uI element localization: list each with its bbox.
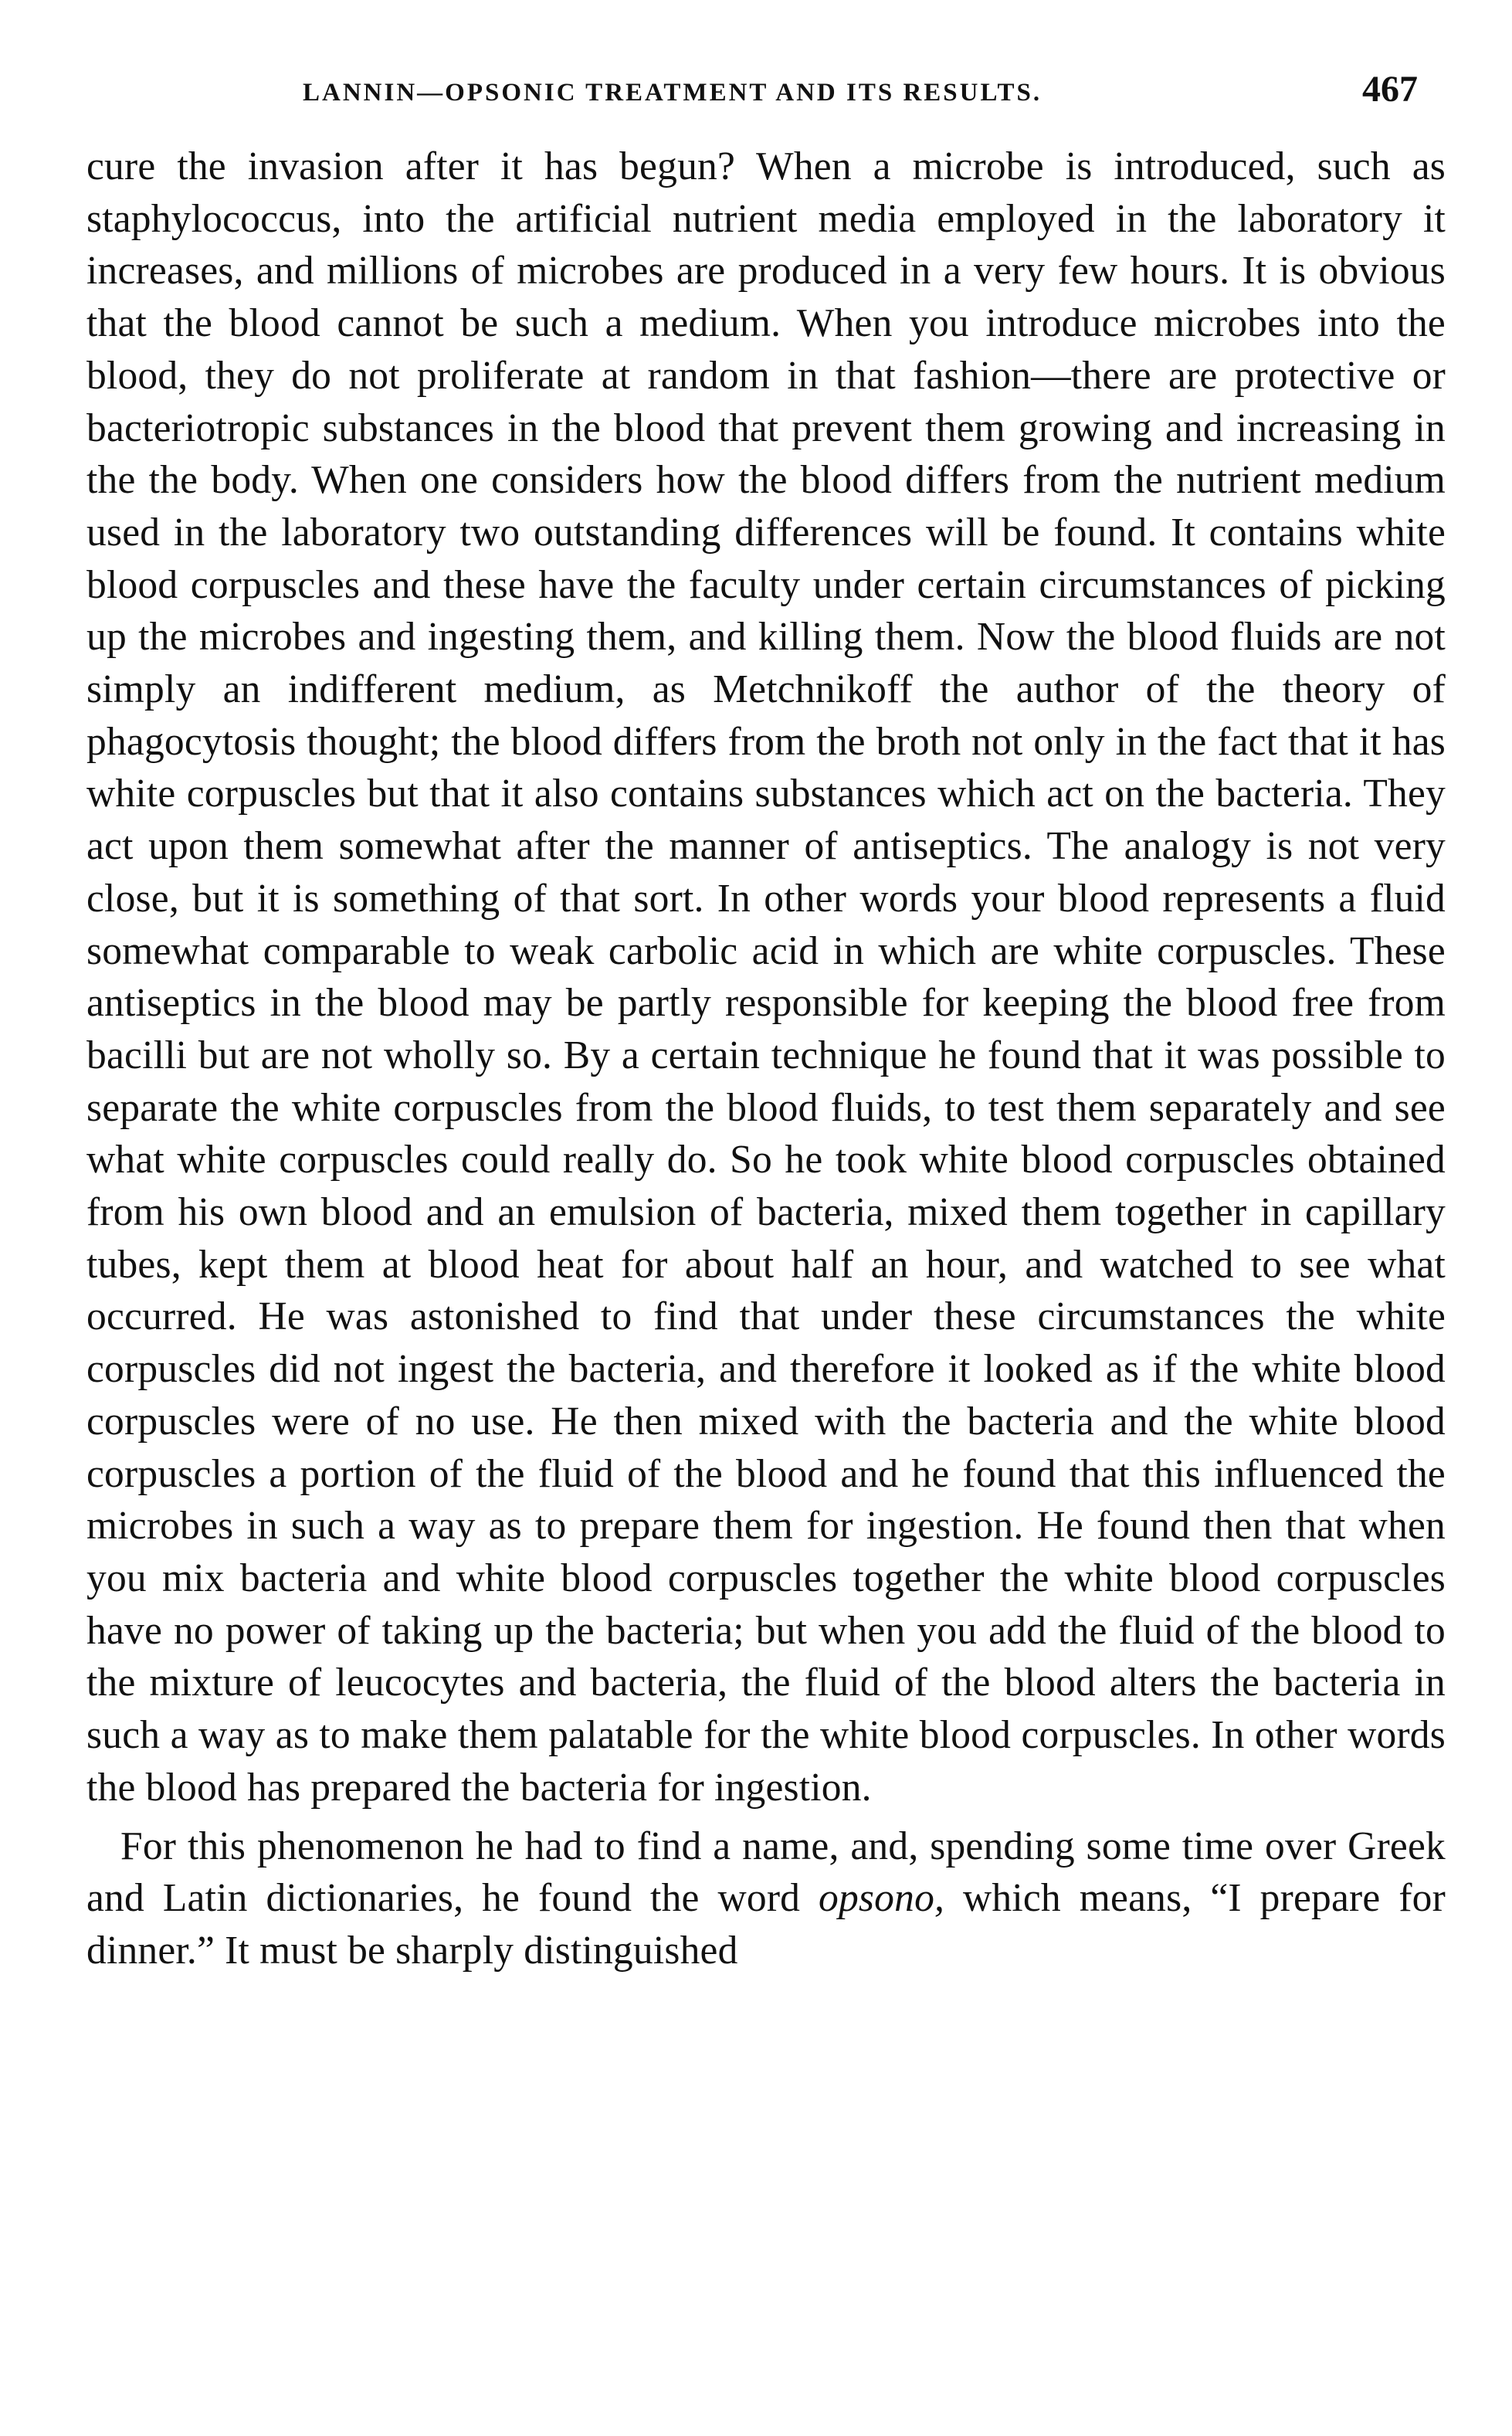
running-header xyxy=(86,68,1446,125)
running-title: LANNIN—OPSONIC TREATMENT AND ITS RESULTS. xyxy=(303,79,1042,107)
body-text xyxy=(86,141,1446,1977)
paragraph-1: cure the invasion after it has begun? When a microbe is introduced, such as staphylococcus, into the artificial nutrient media employed in the laboratory it increases, and millions of microbes are produced in a very few hours. It is obvious that the blood cannot be such a medium. When you introduce microbes into the blood, they do not proliferate at random in that fashion—there are protective or bacteriotropic substances in the blood that prevent them growing and increasing in the the body. When one considers how the blood differs from the nutrient medium used in the laboratory two outstanding differences will be found. It contains white blood corpuscles and these have the faculty under certain circumstances of picking up the microbes and ingesting them, and killing them. Now the blood fluids are not simply an indifferent medium, as Metchnikoff the author of the theory of phagocytosis thought; the blood differs from the broth not only in the fact that it has white corpuscles but that it also contains substances which act on the bacteria. They act upon them somewhat after the manner of antiseptics. The analogy is not very close, but it is something of that sort. In other words your blood represents a fluid somewhat comparable to weak carbolic acid in which are white corpuscles. These antiseptics in the blood may be partly responsible for keeping the blood free from bacilli but are not wholly so. By a certain technique he found that it was possible to separate the white corpuscles from the blood fluids, to test them separately and see what white corpuscles could really do. So he took white blood corpuscles obtained from his own blood and an emulsion of bacteria, mixed them together in capillary tubes, kept them at blood heat for about half an hour, and watched to see what occurred. He was astonished to find that under these circumstances the white corpuscles did not ingest the bacteria, and therefore it looked as if the white blood corpuscles were of no use. He then mixed with the bacteria and the white blood corpuscles a portion of the fluid of the blood and he found that this influenced the microbes in such a way as to prepare them for ingestion. He found then that when you mix bacteria and white blood corpuscles together the white blood corpuscles have no power of taking up the bacteria; but when you add the fluid of the blood to the mixture of leucocytes and bacteria, the fluid of the blood alters the bacteria in such a way as to make them palatable for the white blood corpuscles. In other words the blood has prepared the bacteria for ingestion. xyxy=(86,144,1446,1810)
page-number: 467 xyxy=(1362,69,1418,110)
paragraph-2-text-before: For this phenomenon he had to find a name, and, spending some time over Greek and Latin dictionaries, he found the word xyxy=(86,1824,1446,1921)
paragraph-2-text-after: which means, “I prepare for dinner.” It must be sharply distinguished xyxy=(86,1876,1446,1973)
italic-word-opsono: opsono, xyxy=(819,1876,945,1921)
document-page xyxy=(86,68,1446,1977)
paragraph-2 xyxy=(86,1820,1446,1977)
